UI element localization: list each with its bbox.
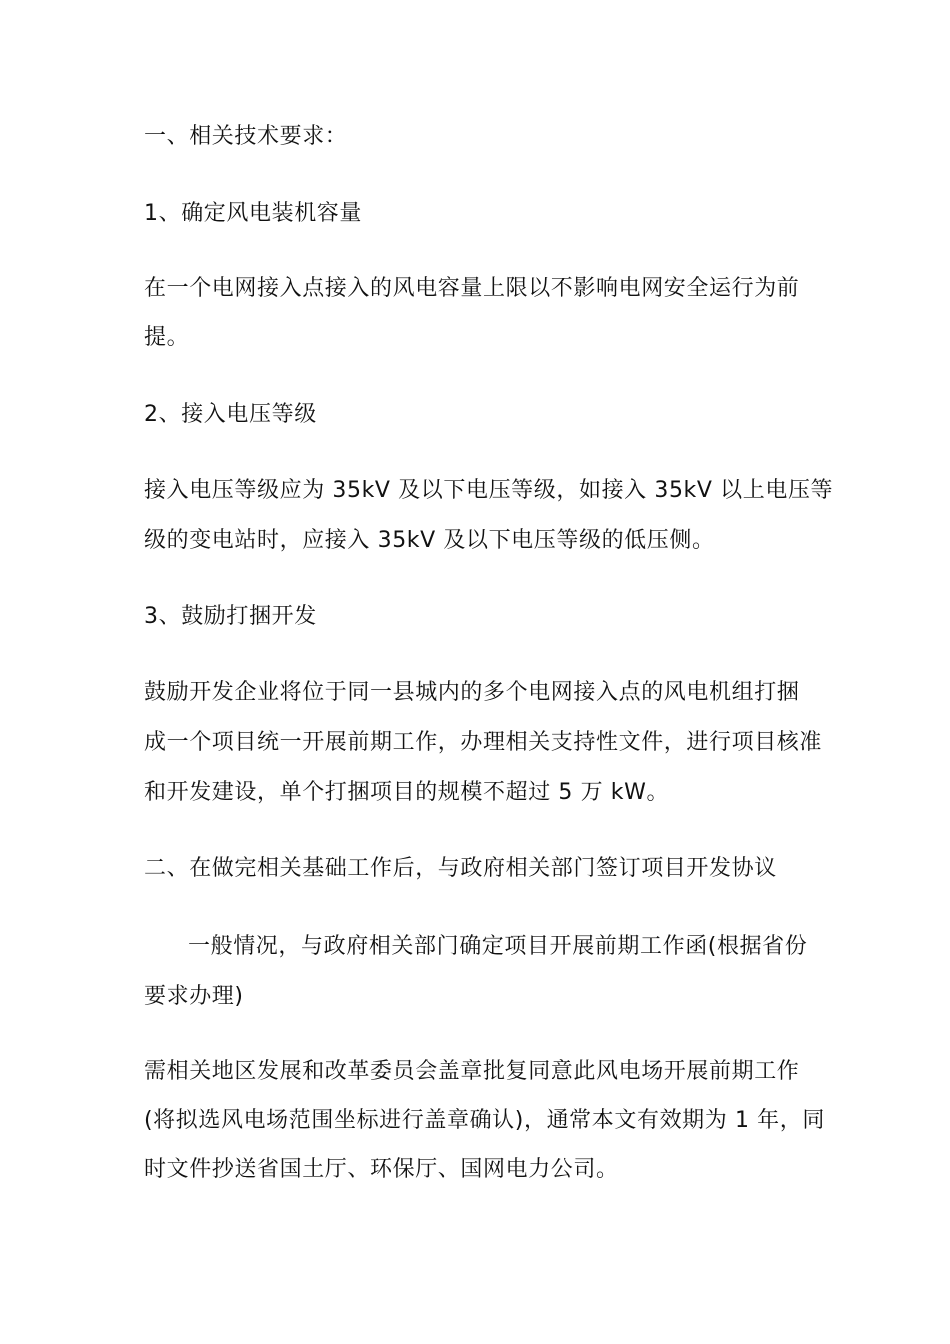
- section2-para2-line: 时文件抄送省国土厅、环保厅、国网电力公司。: [144, 1157, 619, 1182]
- item3-body-line: 鼓励开发企业将位于同一县城内的多个电网接入点的风电机组打捆: [144, 680, 800, 705]
- item3-body-line: 和开发建设，单个打捆项目的规模不超过 5 万 kW。: [144, 780, 670, 805]
- item1-title: 1、确定风电装机容量: [144, 201, 362, 226]
- item3-body-line: 成一个项目统一开展前期工作，办理相关支持性文件，进行项目核准: [144, 730, 823, 755]
- item2-body-line: 级的变电站时，应接入 35kV 及以下电压等级的低压侧。: [144, 528, 715, 553]
- section2-para1-line: 要求办理): [144, 984, 244, 1009]
- item3-title: 3、鼓励打捆开发: [144, 604, 317, 629]
- section2-para2-line: (将拟选风电场范围坐标进行盖章确认)，通常本文有效期为 1 年，同: [144, 1108, 825, 1133]
- item1-body-line: 提。: [144, 325, 190, 350]
- section2-heading: 二、在做完相关基础工作后，与政府相关部门签订项目开发协议: [144, 856, 777, 881]
- section2-para1-line: 一般情况，与政府相关部门确定项目开展前期工作函(根据省份: [188, 934, 808, 959]
- section2-para2-line: 需相关地区发展和改革委员会盖章批复同意此风电场开展前期工作: [144, 1059, 800, 1084]
- item2-title: 2、接入电压等级: [144, 402, 317, 427]
- item1-body-line: 在一个电网接入点接入的风电容量上限以不影响电网安全运行为前: [144, 276, 800, 301]
- section1-heading: 一、相关技术要求：: [144, 124, 348, 149]
- item2-body-line: 接入电压等级应为 35kV 及以下电压等级，如接入 35kV 以上电压等: [144, 478, 834, 503]
